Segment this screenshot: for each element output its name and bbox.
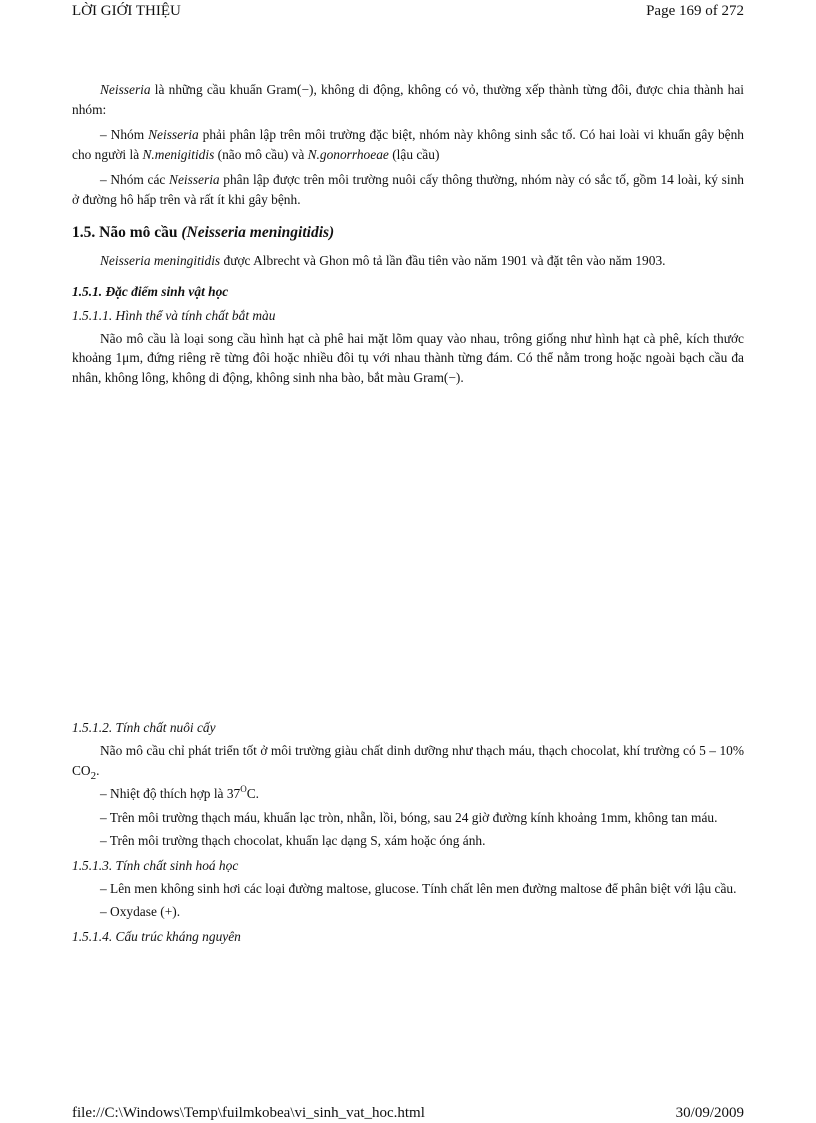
page-number: Page 169 of 272 bbox=[646, 3, 744, 19]
subsection-heading-1-5-1-4: 1.5.1.4. Cấu trúc kháng nguyên bbox=[72, 928, 241, 944]
file-path: file://C:\Windows\Temp\fuilmkobea\vi_sinh_vat_hoc.html bbox=[72, 1105, 425, 1121]
section-1-5-paragraph: Neisseria meningitidis được Albrecht và Ghon mô tả lần đầu tiên vào năm 1901 và đặt tên vào năm 1903. bbox=[100, 253, 666, 268]
document-body bbox=[72, 80, 744, 950]
header-title: LỜI GIỚI THIỆU bbox=[72, 3, 181, 19]
intro-paragraph-3: – Nhóm các Neisseria phân lập được trên môi trường nuôi cấy thông thường, nhóm này có sắc tố, gồm 14 loài, ký sinh ở đường hô hấp trên và rất ít khi gây bệnh. bbox=[72, 172, 744, 207]
culture-paragraph-3: – Trên môi trường thạch máu, khuẩn lạc tròn, nhẵn, lồi, bóng, sau 24 giờ đường kính khoảng 1mm, không tan máu. bbox=[100, 809, 718, 825]
section-heading-1-5: 1.5. Não mô cầu (Neisseria meningitidis) bbox=[72, 224, 335, 241]
biochem-paragraph-1: – Lên men không sinh hơi các loại đường maltose, glucose. Tính chất lên men đường maltose để phân biệt với lậu cầu. bbox=[100, 880, 737, 896]
culture-paragraph-1: Não mô cầu chỉ phát triển tốt ở môi trường giàu chất dinh dưỡng như thạch máu, thạch chocolat, khí trường có 5 – 10% $CO_2$. bbox=[72, 743, 744, 782]
subsection-heading-1-5-1-2: 1.5.1.2. Tính chất nuôi cấy bbox=[72, 720, 216, 735]
culture-paragraph-2: – Nhiệt độ thích hợp là $37^OC$. bbox=[100, 784, 260, 801]
intro-paragraph-2: – Nhóm Neisseria phải phân lập trên môi trường đặc biệt, nhóm này không sinh sắc tố. Có hai loài vi khuẩn gây bệnh cho người là N.menigitidis (não mô cầu) và N.gonorrhoeae (lậu cầu) bbox=[72, 127, 744, 162]
image-placeholder bbox=[72, 393, 744, 713]
culture-paragraph-4: – Trên môi trường thạch chocolat, khuẩn lạc dạng S, xám hoặc óng ánh. bbox=[100, 833, 486, 848]
page-header bbox=[72, 2, 744, 20]
section-heading-1-5-1: 1.5.1. Đặc điểm sinh vật học bbox=[72, 283, 229, 299]
intro-paragraph-1: Neisseria là những cầu khuẩn Gram(−), không di động, không có vỏ, thường xếp thành từng đôi, được chia thành hai nhóm: bbox=[72, 82, 744, 117]
morphology-paragraph: Não mô cầu là loại song cầu hình hạt cà phê hai mặt lõm quay vào nhau, trông giống như hình hạt cà phê, kích thước khoảng 1μm, đứng riêng rẽ từng đôi hoặc nhiều đôi tụ với nhau thành từng đám. Có thể nằm trong hoặc ngoài bạch cầu đa nhân, không lông, không di động, không sinh nha bào, bắt màu Gram(−). bbox=[72, 330, 744, 385]
page-footer bbox=[72, 1104, 744, 1122]
subsection-heading-1-5-1-3: 1.5.1.3. Tính chất sinh hoá học bbox=[72, 857, 239, 873]
biochem-paragraph-2: – Oxydase (+). bbox=[100, 904, 181, 919]
subsection-heading-1-5-1-1: 1.5.1.1. Hình thể và tính chất bắt màu bbox=[72, 307, 276, 323]
print-date: 30/09/2009 bbox=[675, 1105, 744, 1121]
